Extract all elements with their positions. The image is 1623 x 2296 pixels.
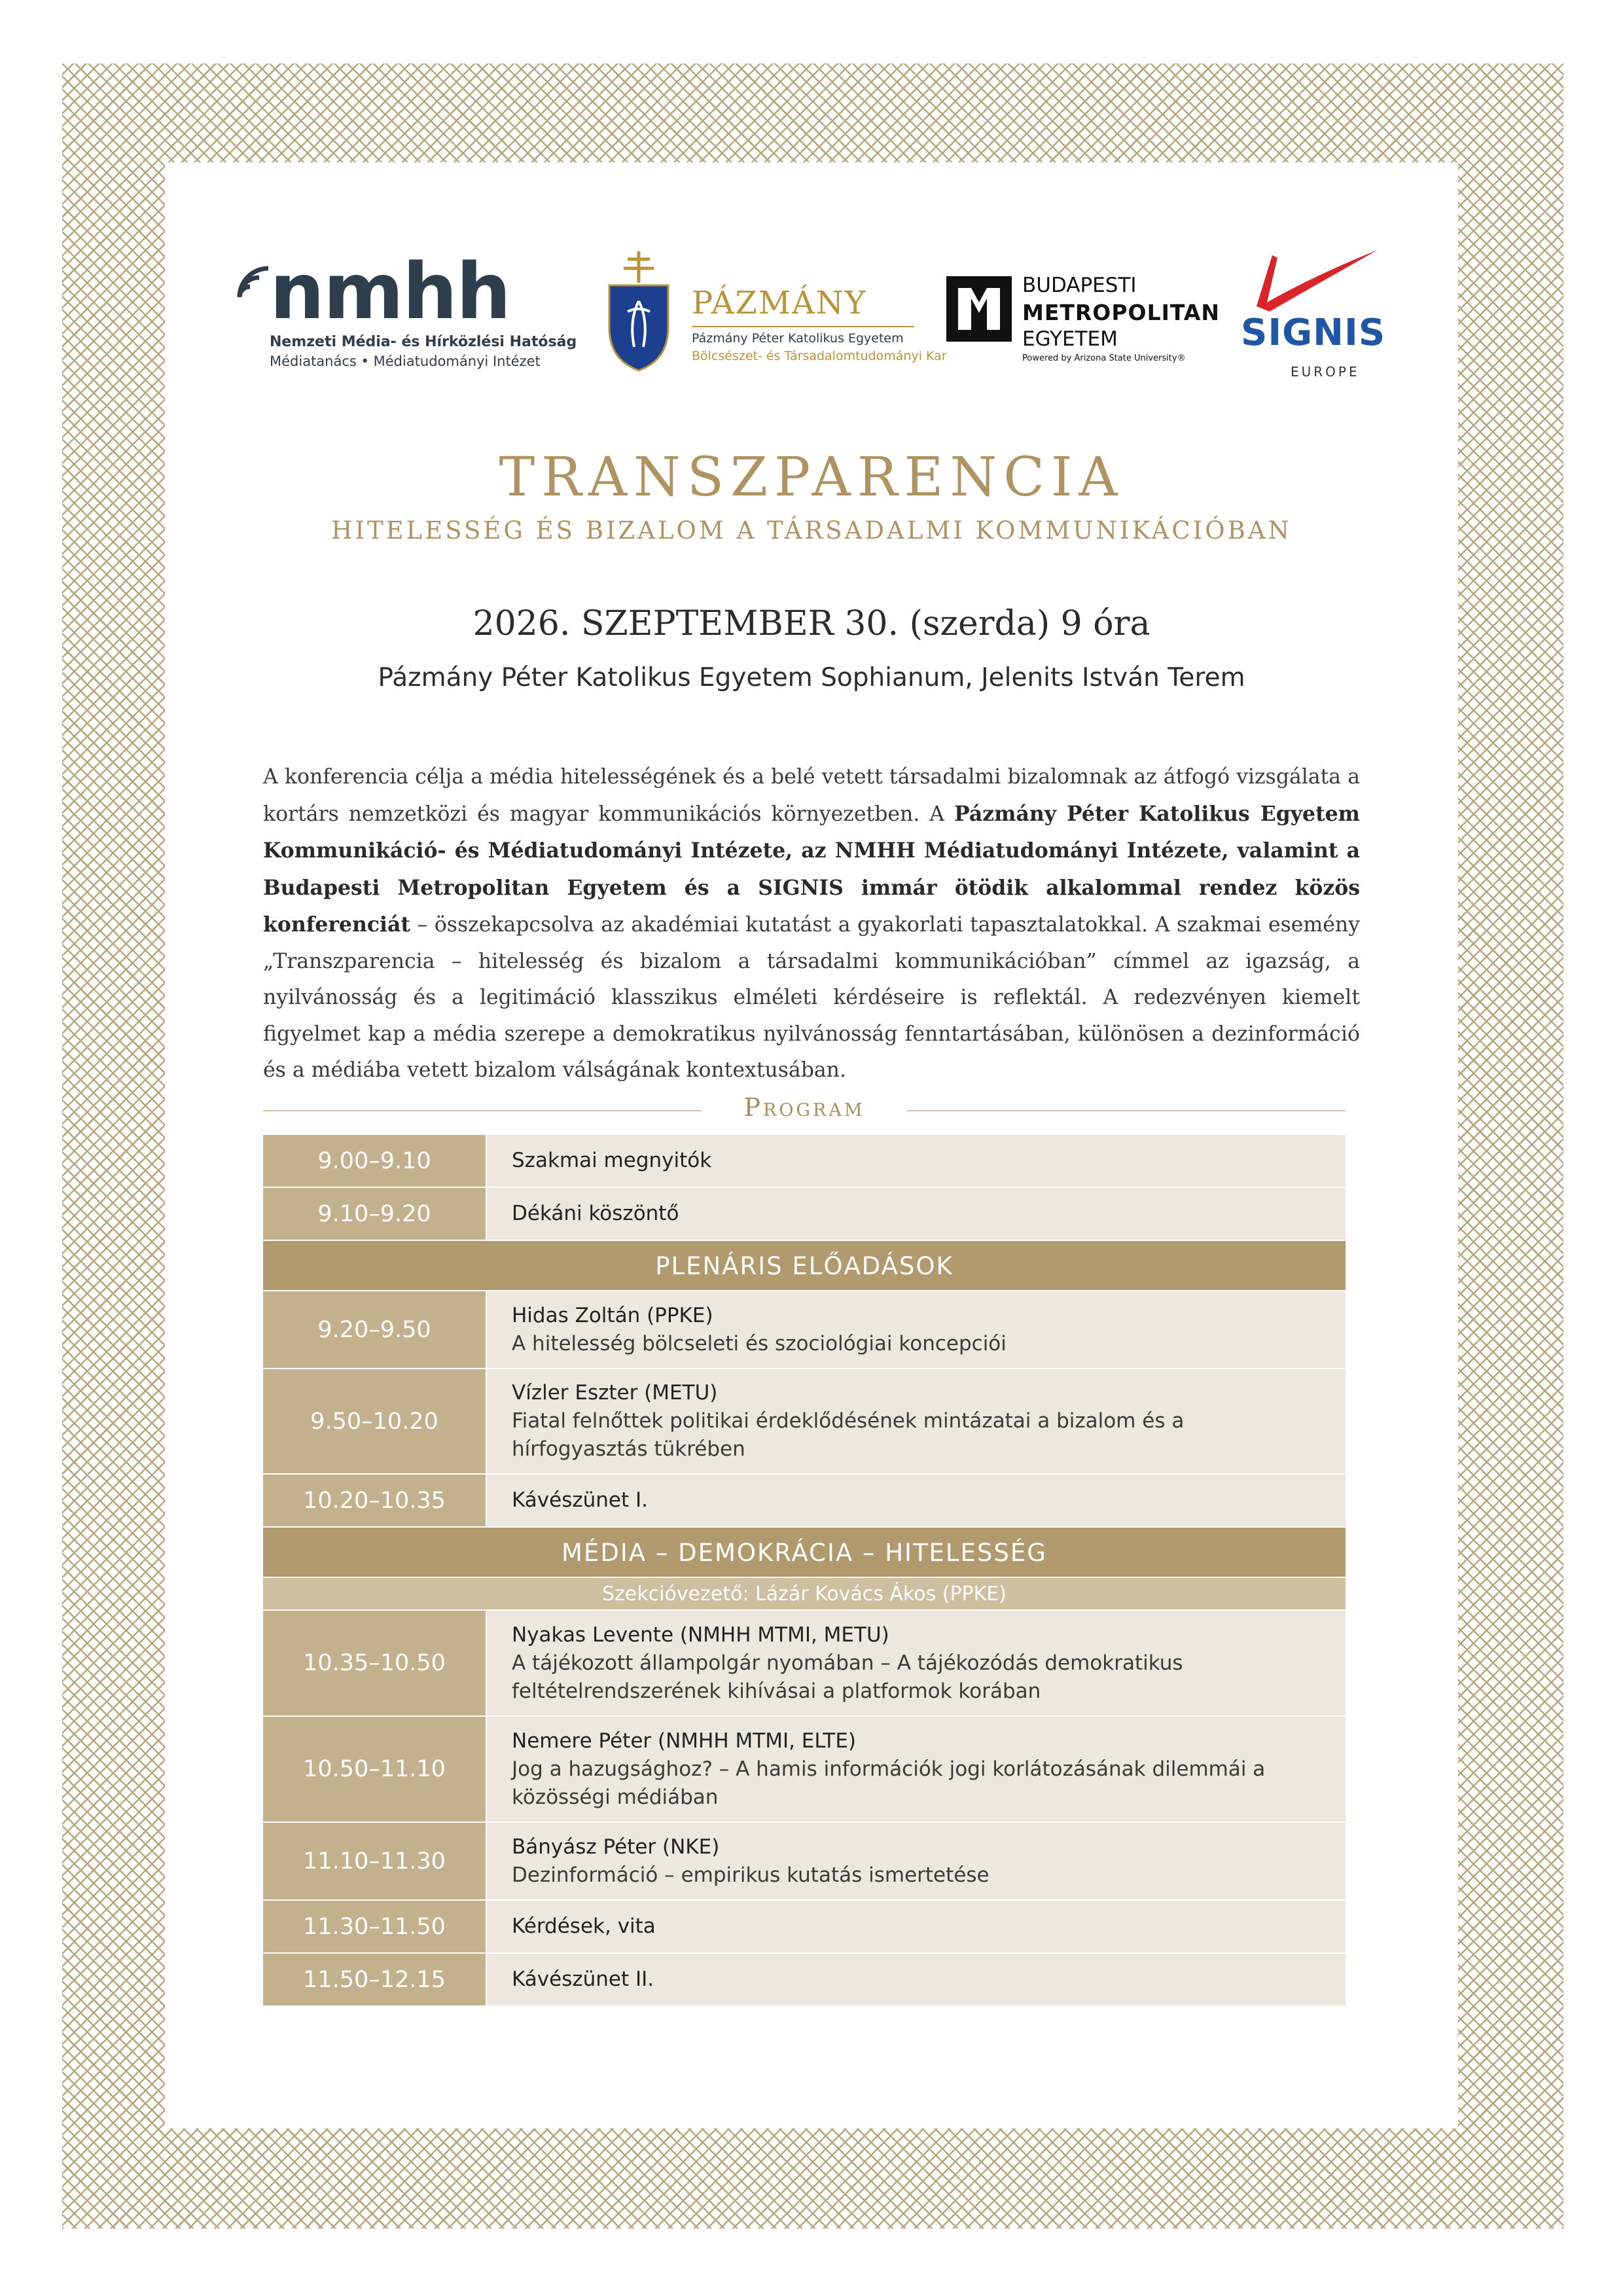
item-title: Szakmai megnyitók	[512, 1149, 712, 1172]
intro-text-2: – összekapcsolva az akadémiai kutatást a gyakorlati tapasztalatokkal. A szakmai esemény „Transzparencia – hitelesség és bizalom a társadalmi kommunikációban” címmel az igazság, a nyilvánosság és a legitimáció klasszikus elméleti kérdéseire is reflektál. A redezvényen kiemelt figyelmet kap a média szerepe a demokratikus nyilvánosság fenntartásában, különösen a dezinformáció és a médiába vetett bizalom válságának kontextusában.	[263, 913, 1360, 1082]
table-row	[263, 1717, 1346, 1823]
speaker-name: Nyakas Levente (NMHH MTMI, METU)	[512, 1623, 889, 1647]
talk-title: A hitelesség bölcseleti és szociológiai koncepciói	[512, 1331, 1007, 1355]
table-row	[263, 1135, 1346, 1188]
signis-logo	[1230, 249, 1387, 386]
intro-text-1: A konferencia célja a média hitelességének és a belé vetett társadalmi bizalomnak az átfogó vizsgálata a kortárs nemzetközi és magyar kommunikációs környezetben. A	[263, 765, 1360, 826]
speaker-name: Vízler Eszter (METU)	[512, 1381, 718, 1405]
talk-title: A tájékozott állampolgár nyomában – A tájékozódás demokratikus feltételrendszerének kihívásai a platformok korában	[512, 1651, 1183, 1703]
section-chair	[263, 1578, 1346, 1611]
nmhh-signal-icon	[236, 264, 272, 301]
time-cell: 10.20–10.35	[263, 1475, 487, 1526]
time-cell: 9.50–10.20	[263, 1369, 487, 1473]
desc-cell	[487, 1717, 1346, 1821]
table-row	[263, 1611, 1346, 1717]
desc-cell	[487, 1135, 1346, 1187]
time-cell: 11.50–12.15	[263, 1954, 487, 2005]
desc-cell	[487, 1475, 1346, 1526]
talk-title: Jog a hazugsághoz? – A hamis információk jogi korlátozásának dilemmái a közösségi médiában	[512, 1757, 1266, 1809]
talk-title: Fiatal felnőttek politikai érdeklődésének mintázatai a bizalom és a hírfogyasztás tükrében	[512, 1409, 1185, 1461]
event-subtitle: HITELESSÉG ÉS BIZALOM A TÁRSADALMI KOMMUNIKÁCIÓBAN	[331, 516, 1292, 545]
event-date: 2026. SZEPTEMBER 30. (szerda) 9 óra	[473, 604, 1150, 643]
chair-label: Szekcióvezető:	[602, 1583, 755, 1605]
table-row	[263, 1823, 1346, 1901]
program-label: Program	[743, 1093, 865, 1122]
item-title: Kérdések, vita	[512, 1914, 656, 1938]
table-row	[263, 1291, 1346, 1369]
desc-cell	[487, 1901, 1346, 1952]
nmhh-subunits: Médiatanács • Médiatudományi Intézet	[270, 353, 541, 369]
ppke-university-name: Pázmány Péter Katolikus Egyetem	[692, 331, 904, 346]
metu-line-3: EGYETEM	[1022, 327, 1118, 351]
desc-cell	[487, 1611, 1346, 1715]
desc-cell	[487, 1823, 1346, 1899]
signis-region: EUROPE	[1291, 364, 1360, 380]
metu-powered-by: Powered by Arizona State University®	[1022, 353, 1186, 363]
ppke-wordmark: PÁZMÁNY	[692, 285, 867, 321]
metu-m-icon	[946, 276, 1012, 342]
table-row	[263, 1369, 1346, 1475]
nmhh-full-name: Nemzeti Média- és Hírközlési Hatóság	[270, 334, 577, 350]
time-cell: 11.10–11.30	[263, 1823, 487, 1899]
item-title: Kávészünet II.	[512, 1967, 654, 1991]
time-cell: 10.35–10.50	[263, 1611, 487, 1715]
ppke-faculty-name: Bölcsészet- és Társadalomtudományi Kar	[692, 349, 947, 363]
metu-logo	[942, 275, 1230, 373]
table-row	[263, 1475, 1346, 1528]
time-cell: 11.30–11.50	[263, 1901, 487, 1952]
speaker-name: Nemere Péter (NMHH MTMI, ELTE)	[512, 1729, 857, 1753]
ppke-logo	[592, 249, 947, 386]
time-cell: 9.00–9.10	[263, 1135, 487, 1187]
speaker-name: Bányász Péter (NKE)	[512, 1835, 720, 1859]
table-row	[263, 1954, 1346, 2007]
ppke-crest-icon	[595, 249, 683, 386]
desc-cell	[487, 1369, 1346, 1473]
intro-paragraph	[263, 759, 1360, 1089]
nmhh-wordmark: nmhh	[270, 246, 510, 336]
signis-wordmark: SIGNIS	[1241, 312, 1386, 354]
time-cell: 10.50–11.10	[263, 1717, 487, 1821]
item-title: Dékáni köszöntő	[512, 1202, 679, 1225]
desc-cell	[487, 1954, 1346, 2005]
time-cell: 9.20–9.50	[263, 1291, 487, 1368]
table-row	[263, 1901, 1346, 1954]
logo-bar	[0, 246, 1623, 406]
table-row	[263, 1188, 1346, 1241]
metu-line-1: BUDAPESTI	[1022, 274, 1137, 297]
ppke-divider	[692, 326, 914, 327]
item-title: Kávészünet I.	[512, 1488, 648, 1512]
event-venue: Pázmány Péter Katolikus Egyetem Sophianum, Jelenits István Terem	[378, 663, 1245, 692]
signis-swoosh-icon	[1243, 249, 1381, 314]
nmhh-logo	[236, 246, 577, 374]
program-heading	[263, 1093, 1346, 1126]
chair-name: Lázár Kovács Ákos (PPKE)	[755, 1583, 1007, 1605]
section-header-media: MÉDIA – DEMOKRÁCIA – HITELESSÉG	[263, 1528, 1346, 1578]
desc-cell	[487, 1188, 1346, 1240]
program-table	[263, 1135, 1346, 2007]
speaker-name: Hidas Zoltán (PPKE)	[512, 1303, 713, 1327]
section-header-plenary: PLENÁRIS ELŐADÁSOK	[263, 1241, 1346, 1291]
desc-cell	[487, 1291, 1346, 1368]
metu-line-2: METROPOLITAN	[1022, 300, 1221, 325]
time-cell: 9.10–9.20	[263, 1188, 487, 1240]
talk-title: Dezinformáció – empirikus kutatás ismertetése	[512, 1863, 990, 1887]
intro-organizers: Pázmány Péter Katolikus Egyetem Kommunikáció- és Médiatudományi Intézete, az NMHH Médiatudományi Intézete, valamint a Budapesti Metropolitan Egyetem és a SIGNIS immár ötödik alkalommal rendez közös konferenciát	[263, 801, 1360, 937]
event-title: TRANSZPARENCIA	[499, 446, 1124, 509]
